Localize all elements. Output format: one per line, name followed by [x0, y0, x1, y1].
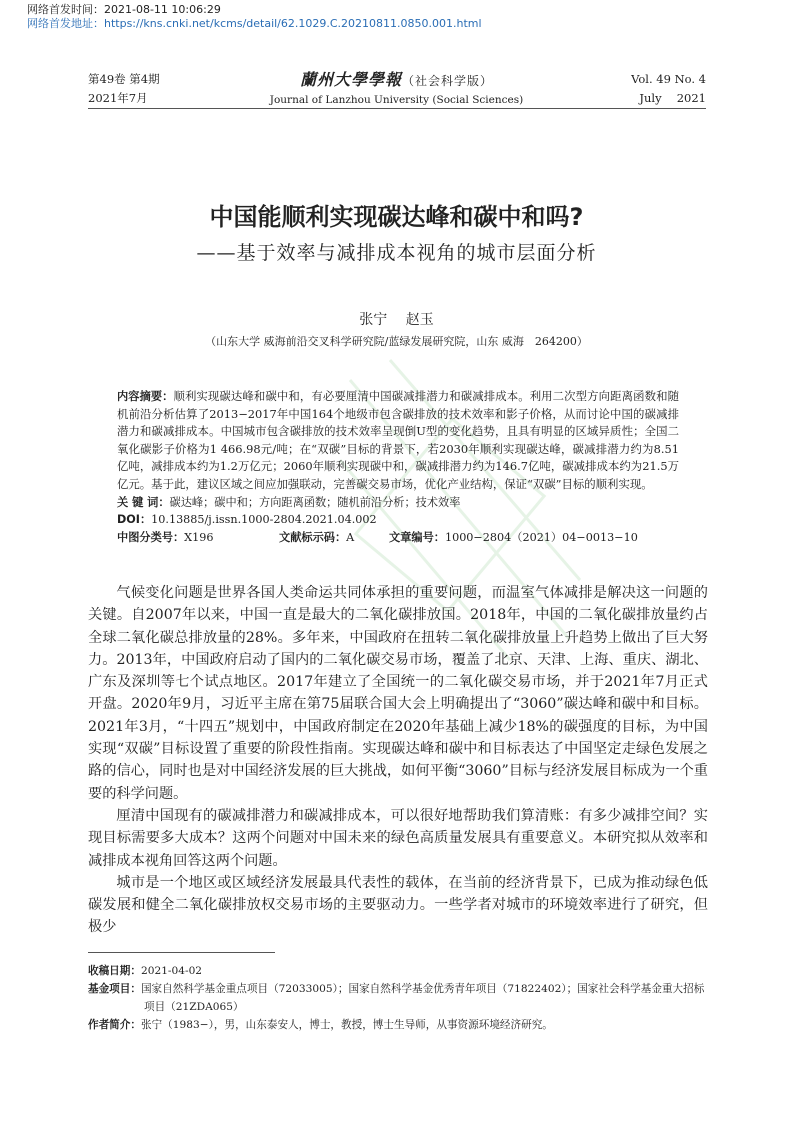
keywords-label: 关 键 词： — [117, 495, 170, 509]
footnote-divider — [88, 952, 275, 953]
footnotes — [88, 962, 708, 1034]
affiliation: （山东大学 威海前沿交叉科学研究院/蓝绿发展研究院，山东 威海 264200） — [205, 335, 588, 348]
authors: 张宁 赵玉 — [359, 312, 434, 328]
keywords — [117, 494, 679, 512]
header-divider — [88, 108, 706, 109]
online-pub-time — [27, 3, 221, 17]
abstract-label: 内容摘要： — [117, 390, 174, 403]
date-en: July 2021 — [639, 91, 706, 105]
body-paragraph: 城市是一个地区或区域经济发展最具代表性的载体，在当前的经济背景下，已成为推动绿色低碳发展和健全二氧化碳排放权交易市场的主要驱动力。一些学者对城市的环境效率进行了研究，但极少 — [88, 874, 708, 936]
body-paragraph: 气候变化问题是世界各国人类命运共同体承担的重要问题，而温室气体减排是解决这一问题的关键。自2007年以来，中国一直是最大的二氧化碳排放国。2018年，中国的二氧化碳排放量约占全球二氧化碳总排放量的28%。多年来，中国政府在扭转二氧化碳排放量上升趋势上做出了巨大努力。2013年，中国政府启动了国内的二氧化碳交易市场，覆盖了北京、天津、上海、重庆、湖北、广东及深圳等七个试点地区。2017年建立了全国统一的二氧化碳交易市场，并于2021年7月正式开盘。2020年9月，习近平主席在第75届联合国大会上明确提出了“3060”碳达峰和碳中和目标。2021年3月，“十四五”规划中，中国政府制定在2020年基础上减少18%的碳强度的目标，为中国实现“双碳”目标设置了重要的阶段性指南。实现碳达峰和碳中和目标表达了中国坚定走绿色发展之路的信心，同时也是对中国经济发展的巨大挑战，如何平衡“3060”目标与经济发展目标成为一个重要的科学问题。 — [88, 585, 708, 802]
doc-code-label: 文献标示码： — [279, 530, 347, 544]
online-pub-time-value: 2021-08-11 10:06:29 — [104, 3, 221, 16]
online-pub-url-label: 网络首发地址： — [27, 17, 104, 30]
online-pub-url — [27, 17, 482, 31]
body-paragraph: 厘清中国现有的碳减排潜力和碳减排成本，可以很好地帮助我们算清账：有多少减排空间？实现目标需要多大成本？这两个问题对中国未来的绿色高质量发展具有重要意义。本研究拟从效率和减排成本视角回答这两个问题。 — [88, 807, 708, 869]
fund-value: 国家自然科学基金重点项目（72033005）；国家自然科学基金优秀青年项目（71822402）；国家社会科学基金重大招标项目（21ZDA065） — [140, 983, 705, 1013]
article-no-value: 1000−2804（2021）04−0013−10 — [444, 530, 638, 544]
classification-row — [117, 529, 679, 547]
doi-value: 10.13885/j.issn.1000-2804.2021.04.002 — [151, 513, 377, 527]
footnote-received — [88, 962, 708, 980]
received-value: 2021-04-02 — [140, 965, 203, 977]
abstract — [117, 388, 679, 494]
article-no-label: 文章编号： — [389, 530, 445, 544]
date-cn: 2021年7月 — [88, 91, 148, 105]
footnote-fund — [88, 980, 708, 1016]
footnote-author — [88, 1016, 708, 1034]
online-pub-time-label: 网络首发时间： — [27, 3, 104, 16]
fund-label: 基金项目： — [88, 983, 141, 995]
abstract-text: 顺利实现碳达峰和碳中和，有必要厘清中国碳减排潜力和碳减排成本。利用二次型方向距离函数和随机前沿分析估算了2013−2017年中国164个地级市包含碳排放的技术效率和影子价格，从而讨论中国的碳减排潜力和碳减排成本。中国城市包含碳排放的技术效率呈现倒U型的变化趋势，且具有明显的区域异质性；全国二氧化碳影子价格为1 466.98元/吨；在“双碳”目标的背景下，若2030年顺利实现碳达峰，碳减排潜力约为8.51亿吨，减排成本约为1.2万亿元；2060年顺利实现碳中和，碳减排潜力约为146.7亿吨，碳减排成本约为21.5万亿元。基于此，建议区域之间应加强联动，完善碳交易市场，优化产业结构，保证“双碳”目标的顺利实现。 — [117, 389, 679, 491]
journal-edition: （社会科学版） — [402, 74, 494, 88]
article-subtitle: ——基于效率与减排成本视角的城市层面分析 — [196, 242, 597, 264]
keywords-text: 碳达峰；碳中和；方向距离函数；随机前沿分析；技术效率 — [169, 495, 461, 509]
journal-name-cn: 蘭州大學學報 — [299, 70, 402, 89]
abstract-block — [117, 388, 679, 546]
author-bio-value: 张宁（1983−），男，山东泰安人，博士，教授，博士生导师，从事资源环境经济研究。 — [140, 1019, 553, 1031]
online-pub-url-link[interactable]: https://kns.cnki.net/kcms/detail/62.1029.C.20210811.0850.001.html — [104, 17, 482, 30]
doc-code-value: A — [346, 530, 355, 544]
article-title: 中国能顺利实现碳达峰和碳中和吗? — [209, 203, 584, 231]
header-right — [631, 70, 706, 108]
received-label: 收稿日期： — [88, 965, 141, 977]
doi-label: DOI： — [117, 513, 152, 527]
journal-name-en: Journal of Lanzhou University (Social Sciences) — [269, 94, 524, 106]
clc-label: 中图分类号： — [117, 530, 185, 544]
volume-cn: 第49卷 第4期 — [88, 72, 160, 86]
clc-value: X196 — [184, 530, 214, 544]
doi — [117, 511, 679, 529]
author-bio-label: 作者简介： — [88, 1019, 141, 1031]
body-text — [88, 582, 708, 939]
volume-en: Vol. 49 No. 4 — [631, 72, 706, 86]
